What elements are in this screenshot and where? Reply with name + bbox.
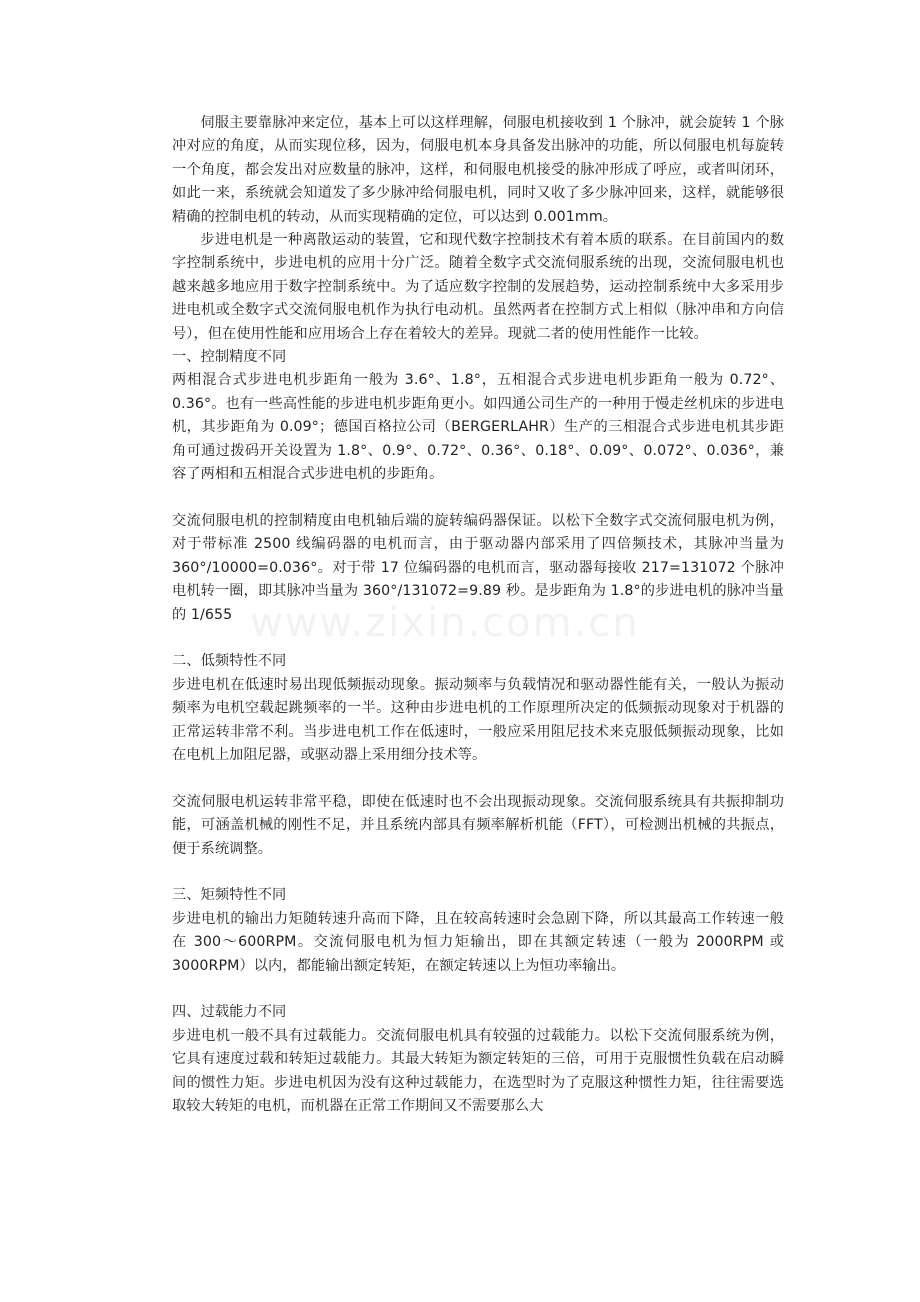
section-heading-precision: 一、控制精度不同 bbox=[172, 349, 287, 366]
paragraph-stepper-step-angle: 两相混合式步进电机步距角一般为 3.6°、1.8°，五相混合式步进电机步距角一般为 0.72°、0.36°。也有一些高性能的步进电机步距角更小。如四通公司生产的一种用于慢走丝机床的步进电机，其步距角为 0.09°；德国百格拉公司（BERGERLAHR）生产的三相混合式步进电机其步距角可通过拨码开关设置为 1.8°、0.9°、0.72°、0.36°、0.18°、0.09°、0.072°、0.036°，兼容了两相和五相混合式步进电机的步距角。 bbox=[172, 372, 784, 483]
spacer bbox=[172, 978, 784, 1001]
spacer bbox=[172, 861, 784, 884]
spacer bbox=[172, 767, 784, 790]
paragraph-torque-speed: 步进电机的输出力矩随转速升高而下降，且在较高转速时会急剧下降，所以其最高工作转速一般在 300～600RPM。交流伺服电机为恒力矩输出，即在其额定转速（一般为 2000RPM 或 3000RPM）以内，都能输出额定转矩，在额定转速以上为恒功率输出。 bbox=[172, 910, 784, 974]
paragraph-servo-positioning: 伺服主要靠脉冲来定位，基本上可以这样理解，伺服电机接收到 1 个脉冲，就会旋转 1 个脉冲对应的角度，从而实现位移，因为，伺服电机本身具备发出脉冲的功能，所以伺服电机每旋转一个角度，都会发出对应数量的脉冲，这样，和伺服电机接受的脉冲形成了呼应，或者叫闭环，如此一来，系统就会知道发了多少脉冲给伺服电机，同时又收了多少脉冲回来，这样，就能够很精确的控制电机的转动，从而实现精确的定位，可以达到 0.001mm。 bbox=[172, 115, 784, 225]
section-heading-low-frequency: 二、低频特性不同 bbox=[172, 653, 287, 670]
section-heading-torque-frequency: 三、矩频特性不同 bbox=[172, 887, 287, 904]
document-body bbox=[172, 112, 784, 1118]
section-heading-overload: 四、过载能力不同 bbox=[172, 1004, 287, 1021]
paragraph-stepper-intro: 步进电机是一种离散运动的装置，它和现代数字控制技术有着本质的联系。在目前国内的数字控制系统中，步进电机的应用十分广泛。随着全数字式交流伺服系统的出现，交流伺服电机也越来越多地应用于数字控制系统中。为了适应数字控制的发展趋势，运动控制系统中大多采用步进电机或全数字式交流伺服电机作为执行电动机。虽然两者在控制方式上相似（脉冲串和方向信号），但在使用性能和应用场合上存在着较大的差异。现就二者的使用性能作一比较。 bbox=[172, 232, 784, 342]
paragraph-servo-smooth: 交流伺服电机运转非常平稳，即使在低速时也不会出现振动现象。交流伺服系统具有共振抑制功能，可涵盖机械的刚性不足，并且系统内部具有频率解析机能（FFT），可检测出机械的共振点，便于系统调整。 bbox=[172, 793, 784, 857]
spacer bbox=[172, 487, 784, 510]
spacer bbox=[172, 627, 784, 650]
watermark: www.zixin.com.cn bbox=[250, 600, 640, 646]
paragraph-overload-capacity: 步进电机一般不具有过载能力。交流伺服电机具有较强的过载能力。以松下交流伺服系统为例，它具有速度过载和转矩过载能力。其最大转矩为额定转矩的三倍，可用于克服惯性负载在启动瞬间的惯性力矩。步进电机因为没有这种过载能力，在选型时为了克服这种惯性力矩，往往需要选取较大转矩的电机，而机器在正常工作期间又不需要那么大 bbox=[172, 1027, 784, 1114]
paragraph-servo-encoder: 交流伺服电机的控制精度由电机轴后端的旋转编码器保证。以松下全数字式交流伺服电机为例，对于带标准 2500 线编码器的电机而言，由于驱动器内部采用了四倍频技术，其脉冲当量为 360°/10000=0.036°。对于带 17 位编码器的电机而言，驱动器每接收 217=131072 个脉冲电机转一圈，即其脉冲当量为 360°/131072=9.89 秒。是步距角为 1.8°的步进电机的脉冲当量的 1/655 bbox=[172, 512, 784, 623]
paragraph-stepper-vibration: 步进电机在低速时易出现低频振动现象。振动频率与负载情况和驱动器性能有关，一般认为振动频率为电机空载起跳频率的一半。这种由步进电机的工作原理所决定的低频振动现象对于机器的正常运转非常不利。当步进电机工作在低速时，一般应采用阻尼技术来克服低频振动现象，比如在电机上加阻尼器，或驱动器上采用细分技术等。 bbox=[172, 676, 784, 763]
